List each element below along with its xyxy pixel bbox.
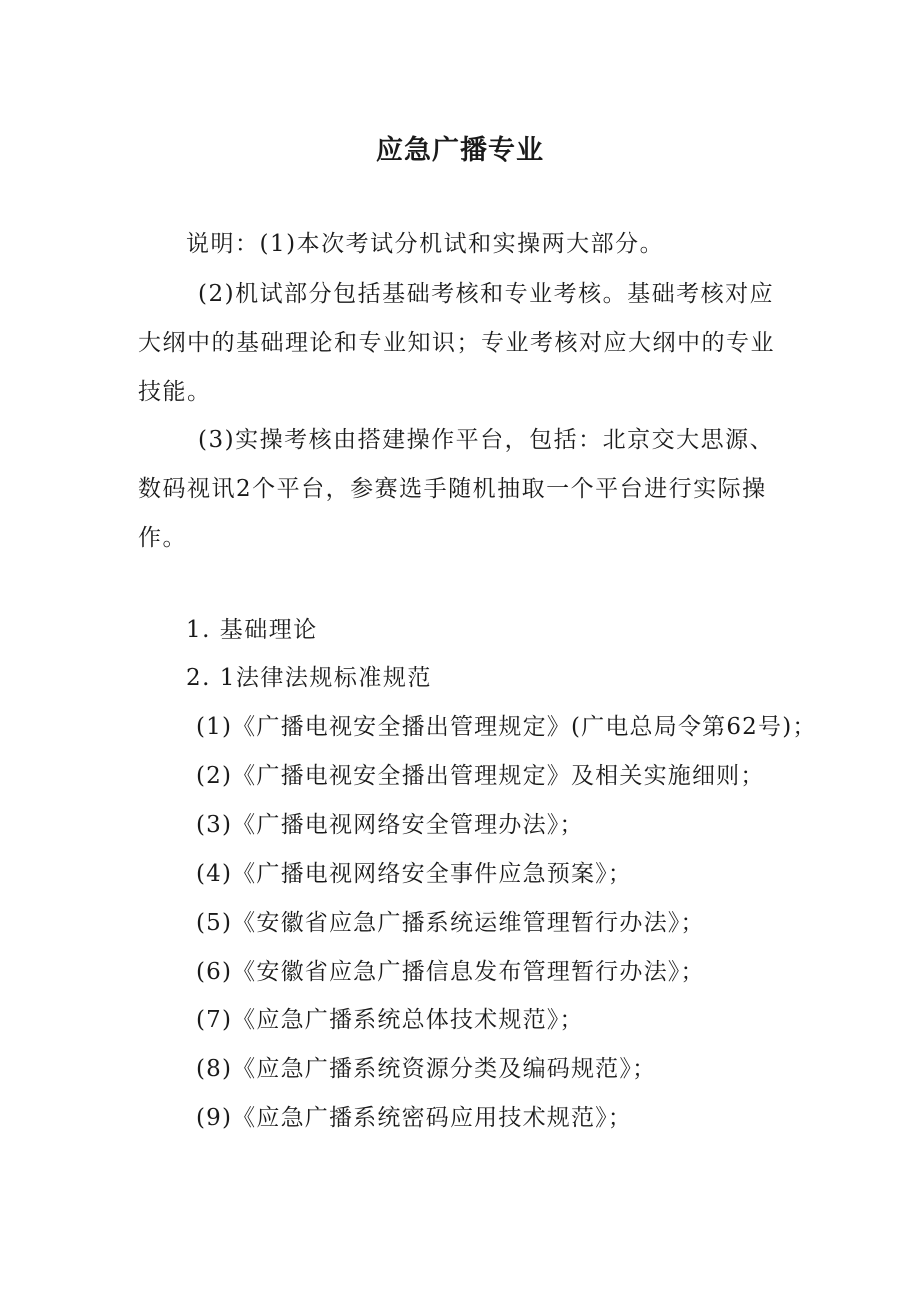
list-item: (4)《广播电视网络安全事件应急预案》； — [196, 860, 633, 887]
list-item: (1)《广播电视安全播出管理规定》(广电总局令第62号)； — [196, 714, 817, 740]
list-item: (5)《安徽省应急广播系统运维管理暂行办法》； — [196, 909, 705, 936]
regulation-list — [196, 703, 817, 1143]
list-item: (9)《应急广播系统密码应用技术规范》； — [196, 1105, 633, 1132]
intro-note-3: (3)实操考核由搭建操作平台，包括：北京交大思源、数码视讯2个平台，参赛选手随机抽取一个平台进行实际操作。 — [138, 427, 775, 551]
section-heading-laws-standards: 2. 1法律法规标准规范 — [186, 665, 432, 691]
list-item: (8)《应急广播系统资源分类及编码规范》； — [196, 1056, 657, 1083]
list-item: (3)《广播电视网络安全管理办法》； — [196, 811, 584, 838]
intro-note-1: 说明：(1)本次考试分机试和实操两大部分。 — [186, 231, 665, 257]
list-item: (7)《应急广播系统总体技术规范》； — [196, 1007, 584, 1034]
section-heading-basic-theory: 1. 基础理论 — [186, 617, 318, 643]
list-item: (2)《广播电视安全播出管理规定》及相关实施细则； — [196, 762, 765, 789]
page-title: 应急广播专业 — [376, 135, 544, 166]
list-item: (6)《安徽省应急广播信息发布管理暂行办法》； — [196, 958, 705, 985]
intro-note-2: (2)机试部分包括基础考核和专业考核。基础考核对应大纲中的基础理论和专业知识；专业考核对应大纲中的专业技能。 — [138, 281, 775, 405]
